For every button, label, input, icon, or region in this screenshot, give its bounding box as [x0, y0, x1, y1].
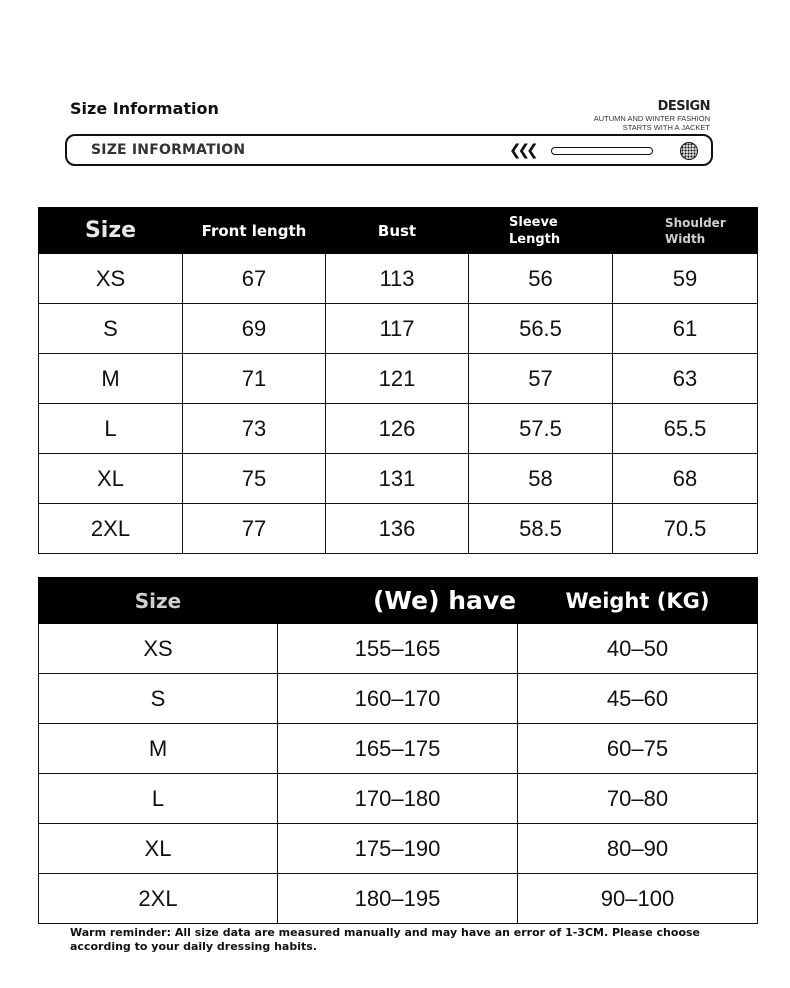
cell-sleeve-length: 57.5 — [469, 404, 613, 454]
cell-height: 170–180 — [278, 774, 518, 824]
cell-size: M — [39, 724, 278, 774]
garment-size-table — [38, 207, 758, 554]
cell-bust: 117 — [326, 304, 469, 354]
cell-size: 2XL — [39, 874, 278, 924]
banner-label: SIZE INFORMATION — [91, 142, 246, 158]
cell-sleeve-length: 57 — [469, 354, 613, 404]
header-size: Size — [39, 208, 183, 254]
cell-size: 2XL — [39, 504, 183, 554]
cell-bust: 131 — [326, 454, 469, 504]
cell-shoulder-width: 63 — [613, 354, 758, 404]
table-header-row — [39, 578, 758, 624]
cell-size: L — [39, 404, 183, 454]
header-shoulder-line-1: Shoulder — [665, 215, 726, 230]
table-row — [39, 404, 758, 454]
header-sleeve-line-1: Sleeve — [509, 214, 558, 230]
table-row — [39, 624, 758, 674]
table-header-row — [39, 208, 758, 254]
measurement-note: Warm reminder: All size data are measured manually and may have an error of 1-3CM. Please choose according to your daily dressing habits. — [70, 926, 701, 953]
cell-shoulder-width: 59 — [613, 254, 758, 304]
cell-height: 175–190 — [278, 824, 518, 874]
triple-chevron-left-icon: ❮❮❮ — [509, 141, 535, 159]
header-height: (We) have — [278, 578, 518, 624]
header-shoulder-width — [613, 208, 758, 254]
cell-size: XL — [39, 454, 183, 504]
brand-tagline-2: STARTS WITH A JACKET — [622, 123, 710, 132]
cell-sleeve-length: 58.5 — [469, 504, 613, 554]
table-row — [39, 674, 758, 724]
cell-weight: 70–80 — [518, 774, 758, 824]
header-weight: Weight (KG) — [518, 578, 758, 624]
cell-weight: 40–50 — [518, 624, 758, 674]
cell-front-length: 73 — [183, 404, 326, 454]
cell-weight: 60–75 — [518, 724, 758, 774]
table-row — [39, 824, 758, 874]
cell-sleeve-length: 58 — [469, 454, 613, 504]
header-sleeve-line-2: Length — [509, 231, 561, 247]
cell-height: 160–170 — [278, 674, 518, 724]
dotted-circle-icon — [680, 142, 698, 160]
brand-tagline-1: AUTUMN AND WINTER FASHION — [593, 114, 710, 123]
decorative-bar — [551, 147, 653, 155]
table-row — [39, 874, 758, 924]
cell-weight: 90–100 — [518, 874, 758, 924]
table-row — [39, 774, 758, 824]
cell-front-length: 75 — [183, 454, 326, 504]
table-row — [39, 354, 758, 404]
cell-front-length: 69 — [183, 304, 326, 354]
cell-bust: 136 — [326, 504, 469, 554]
body-fit-table — [38, 577, 758, 924]
header-sleeve-length — [469, 208, 613, 254]
cell-height: 180–195 — [278, 874, 518, 924]
cell-height: 165–175 — [278, 724, 518, 774]
cell-bust: 113 — [326, 254, 469, 304]
header-bust: Bust — [326, 208, 469, 254]
cell-shoulder-width: 61 — [613, 304, 758, 354]
header-front-length: Front length — [183, 208, 326, 254]
cell-size: M — [39, 354, 183, 404]
cell-bust: 126 — [326, 404, 469, 454]
table-row — [39, 504, 758, 554]
cell-weight: 80–90 — [518, 824, 758, 874]
cell-shoulder-width: 68 — [613, 454, 758, 504]
brand-block — [594, 100, 710, 132]
cell-shoulder-width: 65.5 — [613, 404, 758, 454]
page-title: Size Information — [70, 99, 219, 118]
cell-size: S — [39, 674, 278, 724]
cell-weight: 45–60 — [518, 674, 758, 724]
section-banner — [65, 134, 713, 166]
cell-size: S — [39, 304, 183, 354]
table-row — [39, 454, 758, 504]
cell-bust: 121 — [326, 354, 469, 404]
cell-front-length: 77 — [183, 504, 326, 554]
cell-size: XS — [39, 254, 183, 304]
cell-front-length: 71 — [183, 354, 326, 404]
table-row — [39, 254, 758, 304]
brand-logo: DESIGN — [657, 99, 710, 114]
cell-shoulder-width: 70.5 — [613, 504, 758, 554]
cell-front-length: 67 — [183, 254, 326, 304]
cell-size: XL — [39, 824, 278, 874]
header-size: Size — [39, 578, 278, 624]
cell-height: 155–165 — [278, 624, 518, 674]
header-shoulder-line-2: Width — [665, 231, 706, 246]
cell-sleeve-length: 56.5 — [469, 304, 613, 354]
cell-size: L — [39, 774, 278, 824]
table-row — [39, 304, 758, 354]
cell-sleeve-length: 56 — [469, 254, 613, 304]
table-row — [39, 724, 758, 774]
cell-size: XS — [39, 624, 278, 674]
